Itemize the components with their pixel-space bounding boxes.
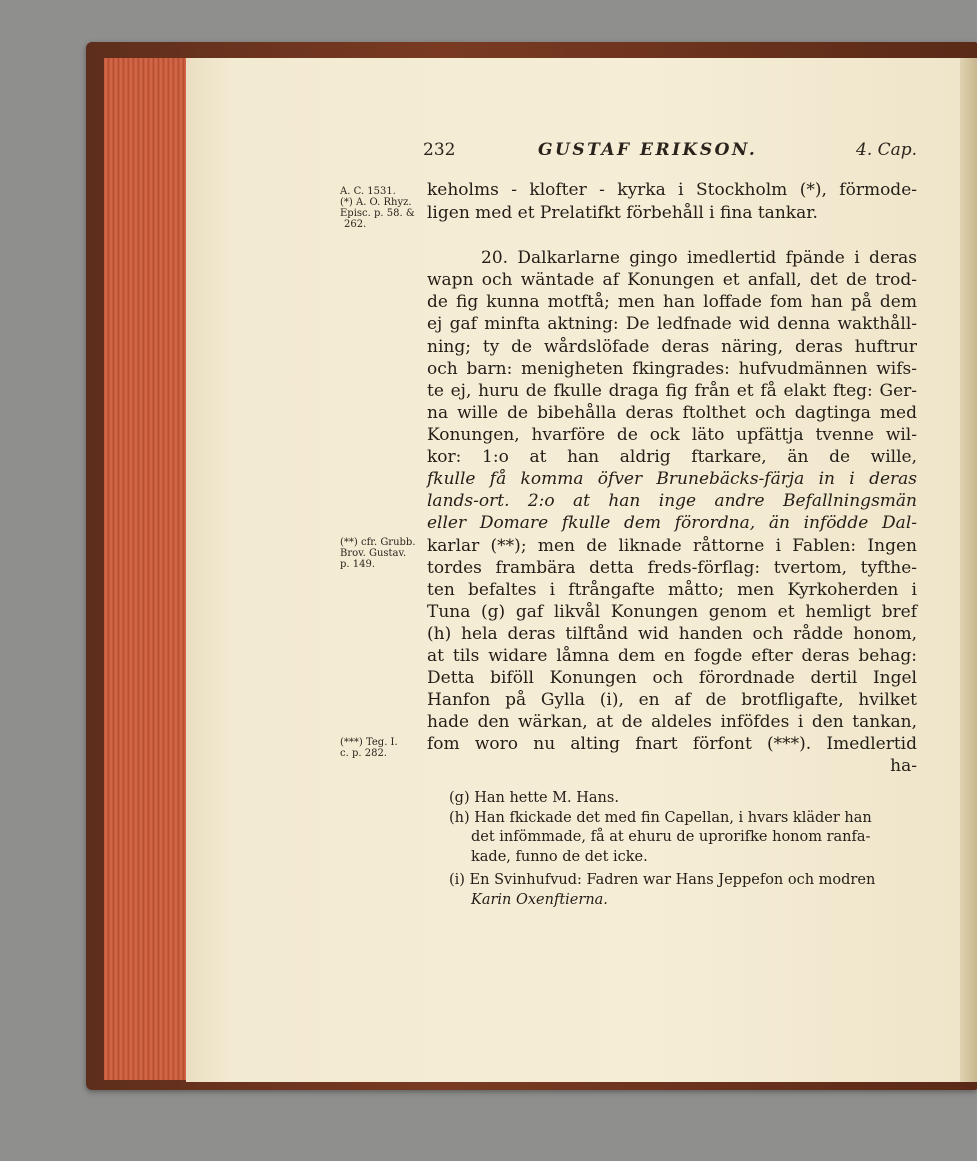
body-line: hade den wärkan, at de aldeles inföfdes i den tankan, — [427, 712, 917, 732]
chapter-label: 4. Cap. — [856, 140, 918, 160]
body-line: de fig kunna motftå; men han loffade fom han på dem — [427, 292, 917, 312]
body-line: (h) hela deras tilftånd wid handen och rådde honom, — [427, 624, 917, 644]
body-line: fom woro nu alting fnart förfont (***). Imedlertid — [427, 734, 917, 754]
margin-note-2: (**) cfr. Grubb. Brov. Gustav. p. 149. — [340, 537, 416, 570]
body-line: te ej, huru de fkulle draga fig från et få elakt fteg: Ger- — [427, 381, 917, 401]
page-number: 232 — [423, 140, 456, 160]
body-line: wapn och wäntade af Konungen et anfall, det de trod- — [427, 270, 917, 290]
body-line: tordes frambära detta freds-förflag: tvertom, tyfthe- — [427, 558, 917, 578]
body-line: Tuna (g) gaf likvål Konungen genom et hemligt bref — [427, 602, 917, 622]
body-line: ning; ty de wårdslöfade deras näring, deras huftrur — [427, 337, 917, 357]
right-page-edge — [960, 58, 977, 1082]
body-line: keholms - klofter - kyrka i Stockholm (*), förmode- — [427, 180, 917, 200]
footnote-i: (i) En Svinhufvud: Fadren war Hans Jeppefon och modren — [449, 872, 876, 888]
footnote-h: (h) Han fkickade det med fin Capellan, i hvars kläder han — [449, 810, 872, 826]
body-line: at tils widare låmna dem en fogde efter deras behag: — [427, 646, 917, 666]
body-line: lands-ort. 2:o at han inge andre Befallningsmän — [427, 491, 917, 511]
body-line: na wille de bibehålla deras ftolthet och dagtinga med — [427, 403, 917, 423]
body-line: Hanfon på Gylla (i), en af de brotfligafte, hvilket — [427, 690, 917, 710]
footnote-h-cont: det infömmade, få at ehuru de uprorifke honom ranfa- — [471, 829, 871, 845]
body-line: och barn: menigheten fkingrades: hufvudmännen wifs- — [427, 359, 917, 379]
body-line: ej gaf minfta aktning: De ledfnade wid denna wakthåll- — [427, 314, 917, 334]
body-line: ten befaltes i ftrångafte måtto; men Kyrkoherden i — [427, 580, 917, 600]
body-line: eller Domare fkulle dem förordna, än infödde Dal- — [427, 513, 917, 533]
page-edges — [104, 58, 189, 1080]
footnote-i-cont: Karin Oxenftierna. — [471, 892, 608, 908]
catchword: ha- — [890, 756, 917, 776]
margin-note-3: (***) Teg. I. c. p. 282. — [340, 737, 398, 759]
body-line: Detta biföll Konungen och förordnade dertil Ingel — [427, 668, 917, 688]
margin-note-1: A. C. 1531. (*) A. O. Rhyz. Episc. p. 58. & 262. — [340, 186, 415, 230]
footnote-g: (g) Han hette M. Hans. — [449, 790, 619, 806]
footnote-h-cont: kade, funno de det icke. — [471, 849, 648, 865]
body-line: kor: 1:o at han aldrig ftarkare, än de wille, — [427, 447, 917, 467]
paragraph-start: 20. Dalkarlarne gingo imedlertid fpände i deras — [481, 248, 917, 268]
body-line: karlar (**); men de liknade råttorne i Fablen: Ingen — [427, 536, 917, 556]
body-line: Konungen, hvarföre de ock läto upfättja tvenne wil- — [427, 425, 917, 445]
body-line: fkulle få komma öfver Brunebäcks-färja in i deras — [427, 469, 917, 489]
running-title: GUSTAF ERIKSON. — [538, 140, 758, 160]
body-line: ligen med et Prelatifkt förbehåll i fina tankar. — [427, 203, 818, 223]
